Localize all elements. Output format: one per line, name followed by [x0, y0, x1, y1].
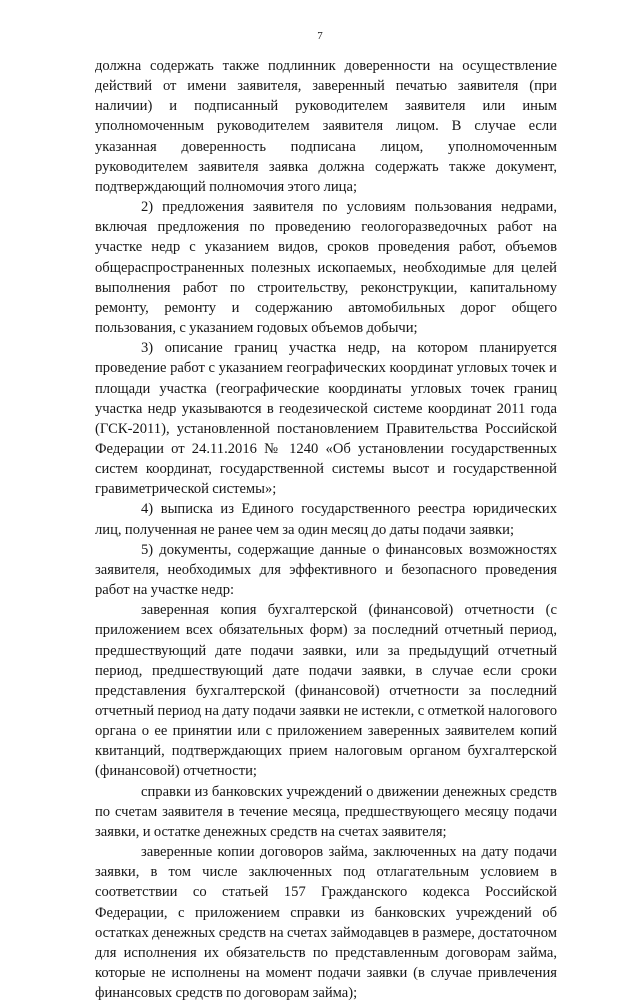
paragraph-loan-agreements: заверенные копии договоров займа, заключенных на дату подачи заявки, в том числе заключенных под отлагательным условием в соответствии со статьей 157 Гражданского кодекса Российской Федерации, с приложением справки из банковских учреждений об остатках денежных средств на счетах займодавцев в размере, достаточном для исполнения их обязательств по представленным договорам займа, которые не исполнены на момент подачи заявки (в случае привлечения финансовых средств по договорам займа);: [95, 844, 557, 1002]
paragraph-item-2: 2) предложения заявителя по условиям пользования недрами, включая предложения по проведению геологоразведочных работ на участке недр с указанием видов, сроков проведения работ, объемов общераспространенных полезных ископаемых, необходимые для целей выполнения работ по строительству, реконструкции, капитальному ремонту, ремонту и содержанию автомобильных дорог общего пользования, с указанием годовых объемов добычи;: [95, 199, 557, 337]
document-body: [95, 56, 557, 1003]
page-number: 7: [317, 30, 323, 42]
paragraph-item-3: 3) описание границ участка недр, на котором планируется проведение работ с указанием географических координат угловых точек и площади участка (географические координаты угловых точек границ участка недр указываются в геодезической системе координат 2011 года (ГСК-2011), установленной постановлением Правительства Российской Федерации от 24.11.2016 № 1240 «Об установлении государственных систем координат, государственной системы высот и государственной гравиметрической системы»;: [95, 340, 557, 498]
paragraph-item-4: 4) выписка из Единого государственного реестра юридических лиц, полученная не ранее чем за один месяц до даты подачи заявки;: [95, 501, 557, 538]
paragraph-continuation: должна содержать также подлинник доверенности на осуществление действий от имени заявителя, заверенный печатью заявителя (при наличии) и подписанный руководителем заявителя или иным уполномоченным руководителем заявителя лицом. В случае если указанная доверенность подписана лицом, уполномоченным руководителем заявителя заявка должна содержать также документ, подтверждающий полномочия этого лица;: [95, 58, 557, 195]
paragraph-bank-statements: справки из банковских учреждений о движении денежных средств по счетам заявителя в течение месяца, предшествующего месяцу подачи заявки, и остатке денежных средств на счетах заявителя;: [95, 783, 557, 840]
paragraph-item-5: 5) документы, содержащие данные о финансовых возможностях заявителя, необходимых для эффективного и безопасного проведения работ на участке недр:: [95, 541, 557, 599]
paragraph-financial-statements: заверенная копия бухгалтерской (финансовой) отчетности (с приложением всех обязательных форм) за последний отчетный период, предшествующий дате подачи заявки, или за предыдущий отчетный период, предшествующий дате подачи заявки, в случае если сроки представления бухгалтерской (финансовой) отчетности за последний отчетный период на дату подачи заявки не истекли, с отметкой налогового органа о ее принятии или с приложением заверенных заявителем копий квитанций, подтверждающих прием налоговым органом бухгалтерской (финансовой) отчетности;: [95, 602, 557, 780]
